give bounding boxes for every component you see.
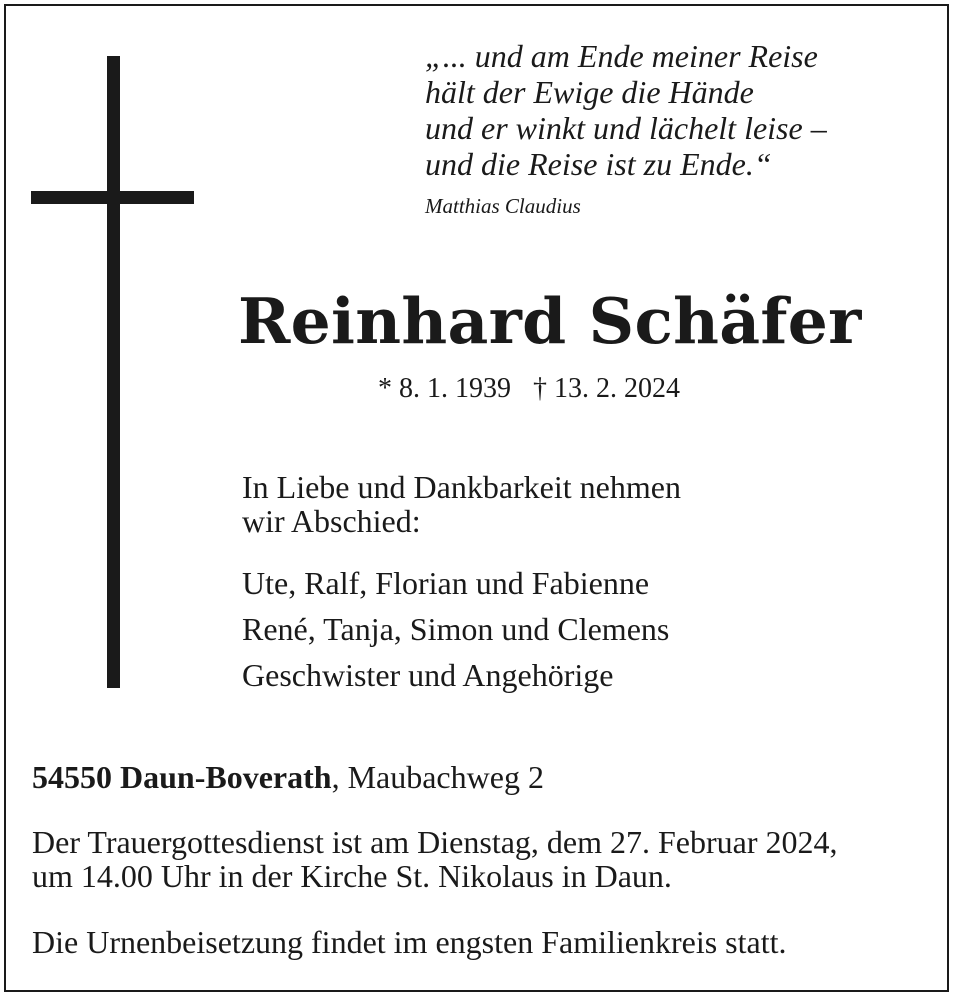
address bbox=[32, 757, 544, 797]
address-place: 54550 Daun-Boverath bbox=[32, 759, 332, 795]
cross-horizontal-bar bbox=[31, 191, 194, 204]
cross-vertical-bar bbox=[107, 56, 120, 688]
birth-date: * 8. 1. 1939 bbox=[378, 373, 511, 404]
service-line: Der Trauergottesdienst ist am Dienstag, dem 27. Februar 2024, bbox=[32, 824, 838, 860]
mourner-line: Geschwister und Angehörige bbox=[242, 657, 614, 693]
mourner-line: René, Tanja, Simon und Clemens bbox=[242, 611, 670, 647]
mourner-line: Ute, Ralf, Florian und Fabienne bbox=[242, 565, 650, 601]
quote-line: „... und am Ende meiner Reise bbox=[425, 38, 818, 74]
mourners-list bbox=[242, 560, 669, 698]
life-dates bbox=[378, 372, 680, 406]
quote-block bbox=[425, 38, 827, 182]
quote-line: und die Reise ist zu Ende.“ bbox=[425, 146, 772, 182]
quote-line: hält der Ewige die Hände bbox=[425, 74, 754, 110]
address-street: , Maubachweg 2 bbox=[331, 759, 544, 795]
death-date: † 13. 2. 2024 bbox=[533, 373, 680, 404]
urn-burial-info: Die Urnenbeisetzung findet im engsten Familienkreis statt. bbox=[32, 924, 787, 960]
farewell-text bbox=[242, 470, 681, 538]
deceased-name: Reinhard Schäfer bbox=[238, 284, 862, 358]
funeral-service-info bbox=[32, 825, 838, 893]
service-line: um 14.00 Uhr in der Kirche St. Nikolaus in Daun. bbox=[32, 858, 672, 894]
farewell-line: wir Abschied: bbox=[242, 503, 421, 539]
quote-line: und er winkt und lächelt leise – bbox=[425, 110, 827, 146]
farewell-line: In Liebe und Dankbarkeit nehmen bbox=[242, 469, 681, 505]
quote-author: Matthias Claudius bbox=[425, 194, 581, 218]
